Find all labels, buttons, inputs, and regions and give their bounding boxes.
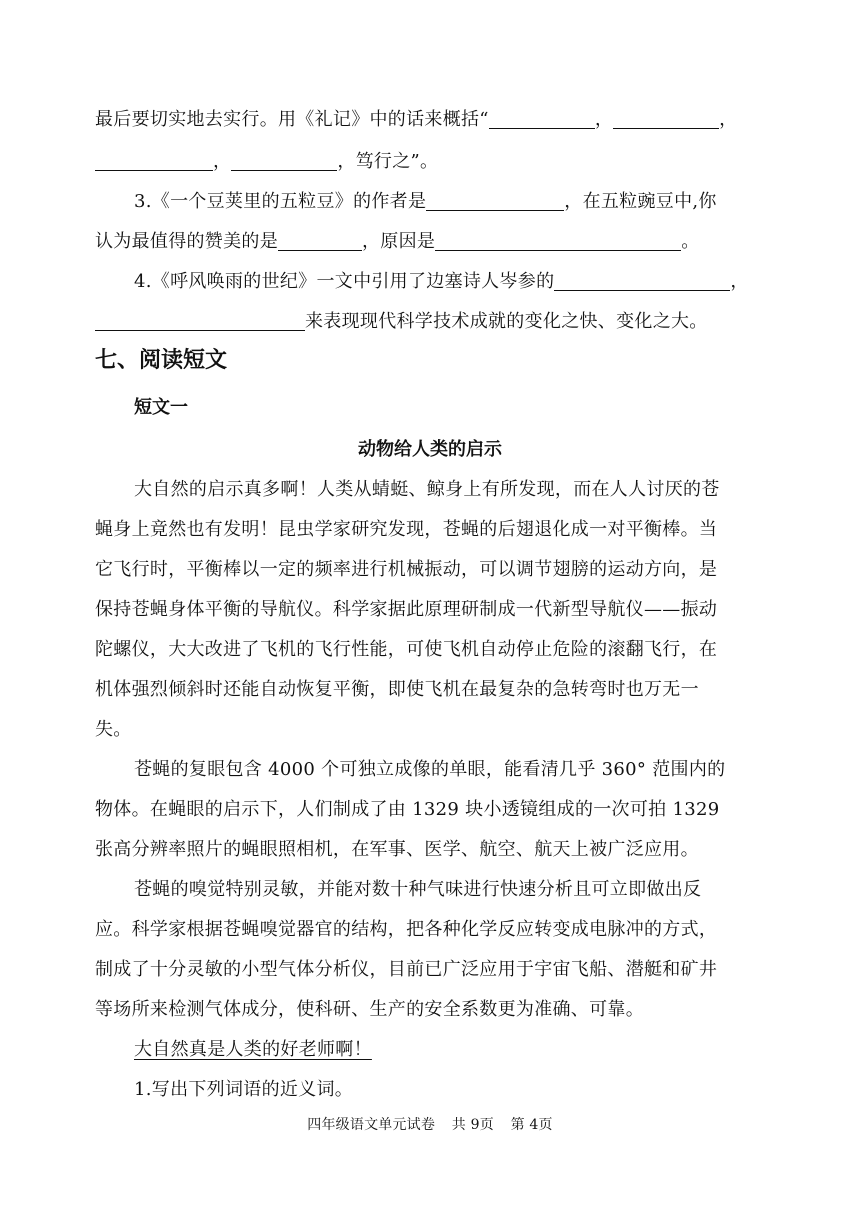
paragraph-line: 应。科学家根据苍蝇嗅觉器官的结构，把各种化学反应转变成电脉冲的方式， [95, 919, 718, 940]
fill-text: 最后要切实地去实行。用《礼记》中的话来概括“ [95, 109, 489, 130]
question-4-line-1: 4.《呼风唤雨的世纪》一文中引用了边塞诗人岑参的 ， [134, 271, 749, 292]
paragraph-line: 陀螺仪，大大改进了飞机的飞行性能，可使飞机自动停止危险的滚翻飞行，在 [95, 639, 718, 660]
paragraph-line: 等场所来检测气体成分，使科研、生产的安全系数更为准确、可靠。 [95, 999, 644, 1020]
fill-line-1: 最后要切实地去实行。用《礼记》中的话来概括“ ， ， [95, 109, 738, 130]
footer-total-pages: 共 9页 [451, 1117, 494, 1133]
paragraph-line: 物体。在蝇眼的启示下，人们制成了由 1329 块小透镜组成的一次可拍 1329 [95, 799, 720, 820]
paragraph-line: 制成了十分灵敏的小型气体分析仪，目前已广泛应用于宇宙飞船、潜艇和矿井 [95, 959, 718, 980]
paragraph-line: 苍蝇的嗅觉特别灵敏，并能对数十种气味进行快速分析且可立即做出反 [134, 879, 702, 900]
paragraph-line: 苍蝇的复眼包含 4000 个可独立成像的单眼，能看清几乎 360° 范围内的 [134, 759, 726, 780]
paragraph-line: 失。 [95, 719, 132, 740]
question-1: 1.写出下列词语的近义词。 [134, 1079, 354, 1100]
answer-blank[interactable] [426, 190, 564, 211]
question-3-line-2: 认为最值得的赞美的是 ，原因是 。 [95, 231, 700, 252]
paragraph-line: 保持苍蝇身体平衡的导航仪。科学家据此原理研制成一代新型导航仪——振动 [95, 599, 718, 620]
question-3-line-1: 3.《一个豆荚里的五粒豆》的作者是 ，在五粒豌豆中,你 [134, 191, 717, 212]
footer-page-number: 第 4页 [510, 1117, 553, 1133]
passage-title: 动物给人类的启示 [358, 439, 502, 460]
footer-title: 四年级语文单元试卷 [307, 1117, 436, 1133]
question-4-line-2: 来表现现代科学技术成就的变化之快、变化之大。 [95, 310, 708, 334]
paragraph-line: 蝇身上竟然也有发明！昆虫学家研究发现，苍蝇的后翅退化成一对平衡棒。当 [95, 519, 718, 540]
answer-blank[interactable] [95, 150, 213, 171]
paragraph-line: 张高分辨率照片的蝇眼照相机，在军事、医学、航空、航天上被广泛应用。 [95, 839, 699, 860]
answer-blank[interactable] [554, 270, 730, 291]
section-heading: 七、阅读短文 [95, 348, 228, 373]
answer-blank[interactable] [95, 310, 305, 331]
answer-blank[interactable] [278, 230, 362, 251]
answer-blank[interactable] [489, 108, 595, 129]
passage-conclusion: 大自然真是人类的好老师啊！ [134, 1039, 372, 1060]
paragraph-line: 它飞行时，平衡棒以一定的频率进行机械振动，可以调节翅膀的运动方向，是 [95, 559, 718, 580]
answer-blank[interactable] [231, 150, 337, 171]
paragraph-line: 机体强烈倾斜时还能自动恢复平衡，即使飞机在最复杂的急转弯时也万无一 [95, 679, 699, 700]
answer-blank[interactable] [435, 230, 681, 251]
paragraph-line: 大自然的启示真多啊！人类从蜻蜓、鲸身上有所发现，而在人人讨厌的苍 [134, 479, 720, 500]
answer-blank[interactable] [613, 108, 719, 129]
passage-subheading: 短文一 [134, 397, 188, 418]
fill-line-2: ， ，笃行之”。 [95, 150, 438, 174]
page-footer [0, 1116, 860, 1134]
